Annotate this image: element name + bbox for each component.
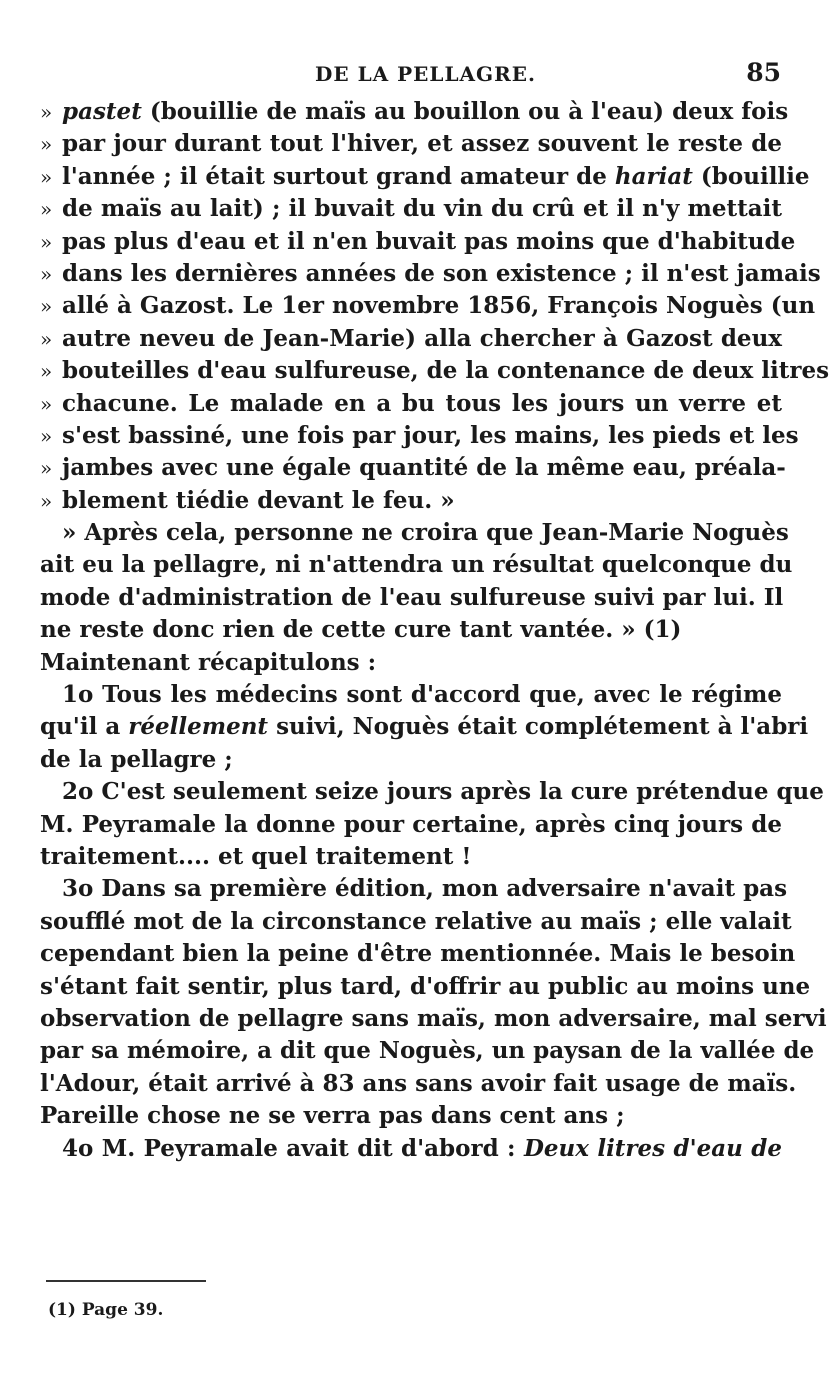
quote-mark: » <box>40 391 53 416</box>
footnote: (1) Page 39. <box>48 1300 164 1320</box>
text-run: jambes avec une égale quantité de la même eau, préala- <box>62 454 786 482</box>
quote-mark: » <box>40 488 53 513</box>
paragraph-apres <box>40 517 793 647</box>
text-run: soufflé mot de la circonstance relative au maïs ; elle valait <box>40 907 792 935</box>
text-line <box>40 226 796 258</box>
text-line <box>40 549 793 581</box>
text-run: » Après cela, personne ne croira que Jean-Marie Noguès <box>62 519 789 547</box>
text-run: par sa mémoire, a dit que Noguès, un paysan de la vallée de <box>40 1037 815 1065</box>
text-run: mode d'administration de l'eau sulfureuse suivi par lui. Il <box>40 583 784 611</box>
text-run: Pareille chose ne se verra pas dans cent ans ; <box>40 1102 625 1130</box>
page-number: 85 <box>746 58 781 87</box>
text-run: allé à Gazost. Le 1er novembre 1856, François Noguès (un <box>62 292 816 320</box>
text-line <box>40 582 782 614</box>
text-run: chacune. Le malade en a bu tous les jours un verre et <box>62 389 782 417</box>
text-line <box>40 744 782 776</box>
text-line <box>40 1100 782 1132</box>
text-line <box>40 128 782 160</box>
quote-mark: » <box>40 261 53 286</box>
text-run: (bouillie de maïs au bouillon ou à l'eau) deux fois <box>141 98 789 125</box>
italic-term: hariat <box>614 162 693 190</box>
quote-mark: » <box>40 229 53 254</box>
italic-term: Deux litres d'eau de <box>523 1134 783 1162</box>
text-run: autre neveu de Jean-Marie) alla chercher à Gazost deux <box>62 324 782 352</box>
text-run: dans les dernières années de son existence ; il n'est jamais <box>62 259 821 287</box>
text-run: s'est bassiné, une fois par jour, les mains, les pieds et les <box>62 421 799 449</box>
text-line <box>40 1003 827 1035</box>
quote-mark: » <box>40 326 53 351</box>
text-line <box>40 809 782 841</box>
quote-mark: » <box>40 164 53 189</box>
text-line <box>40 841 782 873</box>
text-run: de la pellagre ; <box>40 745 233 773</box>
text-line <box>40 711 809 743</box>
text-run: 3o Dans sa première édition, mon adversaire n'avait pas <box>62 875 788 903</box>
text-run: M. Peyramale la donne pour certaine, après cinq jours de <box>40 810 782 838</box>
text-run: 1o Tous les médecins sont d'accord que, avec le régime <box>62 681 782 709</box>
recap-heading <box>40 647 782 679</box>
page-header <box>70 58 781 92</box>
text-line <box>40 290 816 322</box>
quote-mark: » <box>40 456 53 481</box>
text-run: bouteilles d'eau sulfureuse, de la contenance de deux litres <box>62 357 829 385</box>
text-run: observation de pellagre sans maïs, mon adversaire, mal servi <box>40 1004 827 1032</box>
recap-list <box>40 679 827 1165</box>
quote-mark: » <box>40 423 53 448</box>
text-line <box>40 452 786 484</box>
quote-mark: » <box>40 132 53 157</box>
text-line <box>40 258 821 290</box>
text-line <box>40 971 811 1003</box>
quote-mark: » <box>40 294 53 319</box>
running-title: DE LA PELLAGRE. <box>315 62 536 86</box>
text-run: suivi, Noguès était complétement à l'abri <box>268 713 809 741</box>
text-run: 4o M. Peyramale avait dit d'abord : <box>62 1134 524 1162</box>
text-run: cependant bien la peine d'être mentionnée. Mais le besoin <box>40 940 796 968</box>
text-line <box>40 388 782 420</box>
quote-mark: » <box>40 359 53 384</box>
text-line <box>40 323 782 355</box>
body-text <box>40 96 829 1165</box>
text-line <box>40 355 829 387</box>
text-run: (bouillie <box>692 162 810 190</box>
recap-heading-text: Maintenant récapitulons : <box>40 648 377 676</box>
quoted-passage <box>40 96 829 517</box>
text-line <box>40 776 824 808</box>
italic-term: pastet <box>62 98 142 125</box>
text-run: qu'il a <box>40 713 129 741</box>
text-run: blement tiédie devant le feu. » <box>62 486 455 514</box>
quote-mark: » <box>40 197 53 222</box>
text-line <box>40 938 796 970</box>
footnote-rule <box>46 1280 206 1282</box>
quote-mark: » <box>40 100 53 124</box>
text-run: ne reste donc rien de cette cure tant vantée. » (1) <box>40 616 682 644</box>
text-line <box>40 161 810 193</box>
text-run: par jour durant tout l'hiver, et assez souvent le reste de <box>62 130 782 158</box>
text-run: 2o C'est seulement seize jours après la cure prétendue que <box>62 778 824 806</box>
text-run: l'année ; il était surtout grand amateur de <box>62 162 615 190</box>
text-line <box>40 614 782 646</box>
text-line <box>40 1133 782 1165</box>
text-line <box>40 679 782 711</box>
italic-term: réellement <box>128 713 269 741</box>
text-run: traitement.... et quel traitement ! <box>40 842 472 870</box>
text-line <box>40 906 792 938</box>
text-line <box>40 517 789 549</box>
text-line <box>40 1068 797 1100</box>
text-line <box>40 873 788 905</box>
text-run: l'Adour, était arrivé à 83 ans sans avoir fait usage de maïs. <box>40 1069 797 1097</box>
text-line <box>40 96 789 128</box>
text-line <box>40 485 782 517</box>
text-line <box>40 420 799 452</box>
text-run: ait eu la pellagre, ni n'attendra un résultat quelconque du <box>40 551 793 579</box>
text-line <box>40 1035 815 1067</box>
text-run: pas plus d'eau et il n'en buvait pas moins que d'habitude <box>62 227 796 255</box>
text-run: s'étant fait sentir, plus tard, d'offrir au public au moins une <box>40 972 811 1000</box>
text-run: de maïs au lait) ; il buvait du vin du crû et il n'y mettait <box>62 195 782 223</box>
text-line <box>40 193 782 225</box>
